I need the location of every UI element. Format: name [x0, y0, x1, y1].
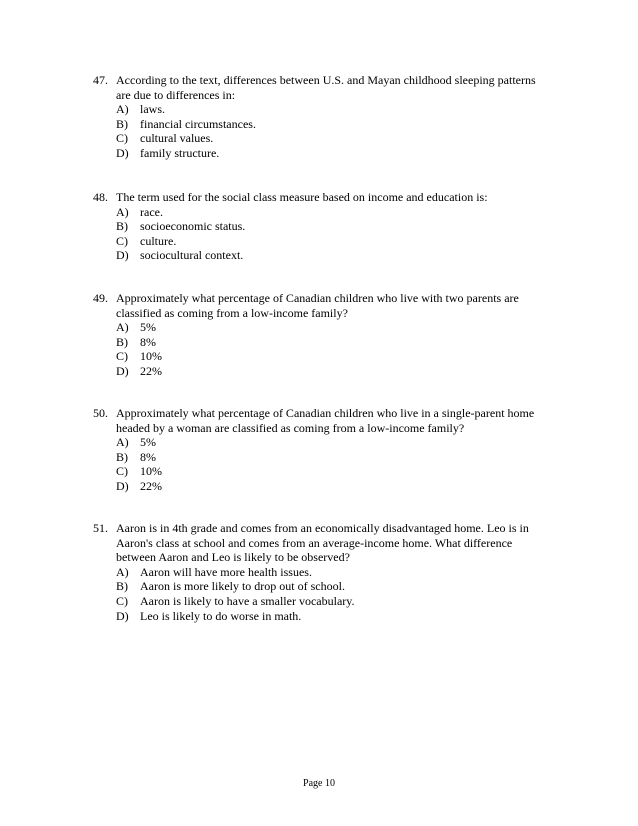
answer-option-b: B) Aaron is more likely to drop out of school. — [116, 579, 345, 594]
question-text: Approximately what percentage of Canadian children who live with two parents are classified as coming from a low-income family? — [116, 291, 519, 320]
question-stem — [93, 521, 563, 565]
question-51 — [93, 521, 563, 623]
question-stem — [93, 291, 563, 320]
answer-option-d: D) 22% — [116, 478, 162, 493]
question-text: The term used for the social class measure based on income and education is: — [116, 190, 488, 204]
question-47 — [93, 73, 563, 161]
answer-option-d: D) 22% — [116, 363, 162, 378]
answer-option-a: A) 5% — [116, 320, 156, 335]
question-stem — [93, 190, 563, 205]
answer-option-c: C) culture. — [116, 233, 177, 248]
answer-option-c: C) 10% — [116, 349, 162, 364]
question-number: 51. — [93, 521, 108, 535]
answer-option-b: B) financial circumstances. — [116, 116, 256, 131]
answer-option-b: B) 8% — [116, 449, 156, 464]
answer-option-d: D) family structure. — [116, 145, 220, 160]
question-50 — [93, 406, 563, 494]
question-49 — [93, 291, 563, 379]
answer-option-a: A) laws. — [116, 102, 165, 117]
answer-option-c: C) cultural values. — [116, 131, 214, 146]
answer-option-d: D) Leo is likely to do worse in math. — [116, 608, 302, 623]
answer-option-a: A) race. — [116, 204, 163, 219]
question-number: 48. — [93, 190, 108, 204]
answer-option-c: C) Aaron is likely to have a smaller vocabulary. — [116, 593, 355, 608]
page-number: Page 10 — [303, 778, 335, 789]
answer-option-c: C) 10% — [116, 464, 162, 479]
question-number: 47. — [93, 73, 108, 87]
question-stem — [93, 73, 563, 102]
question-48 — [93, 190, 563, 263]
question-number: 49. — [93, 291, 108, 305]
answer-option-b: B) 8% — [116, 334, 156, 349]
question-text: Aaron is in 4th grade and comes from an economically disadvantaged home. Leo is in Aaron's class at school and comes from an average-income home. What difference between Aaron and Leo is likely to be observed? — [116, 521, 529, 565]
question-text: According to the text, differences between U.S. and Mayan childhood sleeping patterns are due to differences in: — [116, 73, 536, 102]
answer-option-a: A) 5% — [116, 435, 156, 450]
answer-option-a: A) Aaron will have more health issues. — [116, 564, 312, 579]
question-number: 50. — [93, 406, 108, 420]
question-text: Approximately what percentage of Canadian children who live in a single-parent home headed by a woman are classified as coming from a low-income family? — [116, 406, 535, 435]
question-stem — [93, 406, 563, 435]
answer-option-b: B) socioeconomic status. — [116, 219, 246, 234]
answer-option-d: D) sociocultural context. — [116, 248, 244, 263]
